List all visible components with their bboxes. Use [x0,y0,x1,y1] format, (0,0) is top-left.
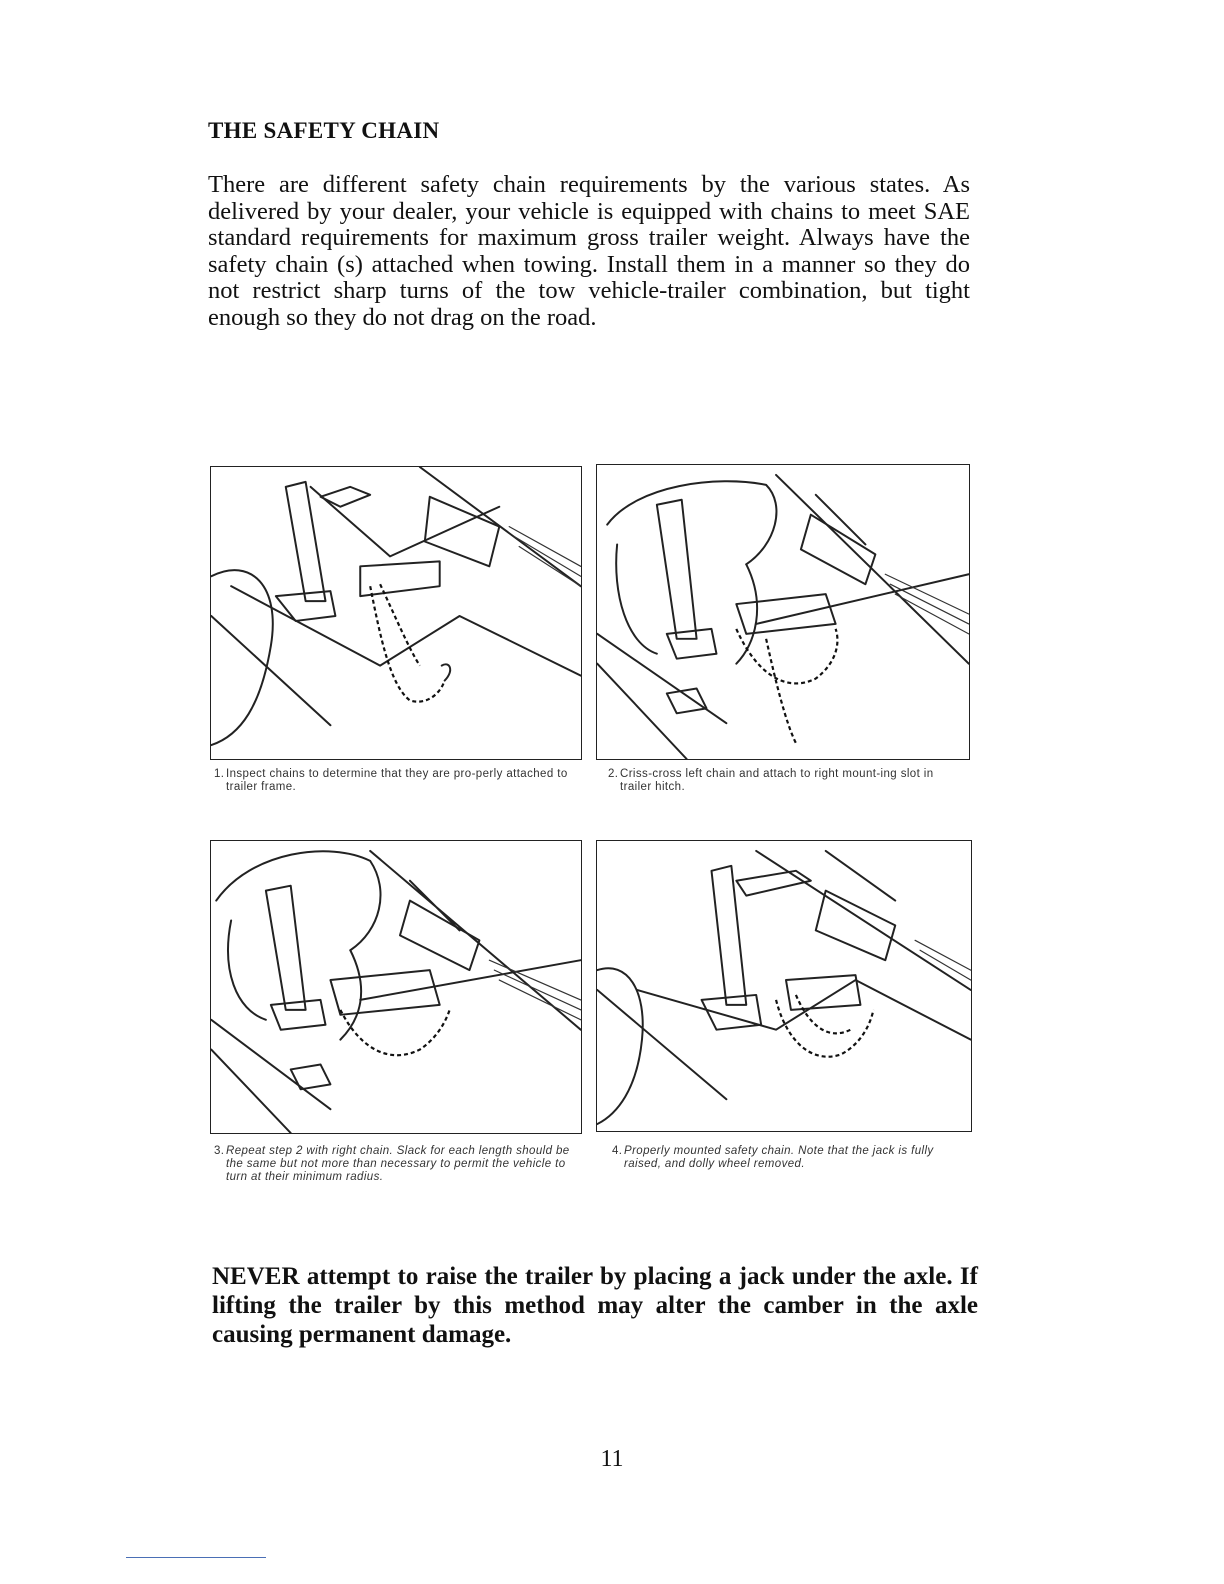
figure-4-caption [612,1145,968,1171]
figure-2-drawing [597,465,969,759]
figure-3-caption-text: Repeat step 2 with right chain. Slack for each length should be the same but not more than necessary to permit the vehicle to turn at their minimum radius. [226,1145,570,1183]
figure-2-caption [608,768,968,794]
section-heading: THE SAFETY CHAIN [208,118,440,143]
footer-rule [126,1557,266,1558]
figure-4-illustration [596,840,972,1132]
warning-paragraph: NEVER attempt to raise the trailer by placing a jack under the axle. If lifting the trailer by this method may alter the camber in the axle causing permanent damage. [212,1263,978,1348]
figure-4-drawing [597,841,971,1131]
page-number: 11 [600,1446,624,1472]
figure-2-caption-text: Criss-cross left chain and attach to right mount-ing slot in trailer hitch. [620,768,934,793]
figure-3-caption [214,1145,574,1184]
figure-1-caption-text: Inspect chains to determine that they are pro-perly attached to trailer frame. [226,768,568,793]
figure-3-illustration [210,840,582,1134]
figure-1-drawing [211,467,581,759]
figure-4-caption-text: Properly mounted safety chain. Note that the jack is fully raised, and dolly wheel removed. [624,1145,934,1170]
figure-1-caption [214,768,574,794]
figure-1-illustration [210,466,582,760]
figure-1-number: 1. [214,768,225,780]
figure-2-illustration [596,464,970,760]
figure-3-drawing [211,841,581,1133]
intro-paragraph: There are different safety chain requirements by the various states. As delivered by your dealer, your vehicle is equipped with chains to meet SAE standard requirements for maximum gross trailer weight. Always have the safety chain (s) attached when towing. Install them in a manner so they do not restrict sharp turns of the tow vehicle-trailer combination, but tight enough so they do not drag on the road. [208,171,970,331]
figure-4-number: 4. [612,1145,623,1157]
figure-3-number: 3. [214,1145,225,1157]
figure-2-number: 2. [608,768,619,780]
